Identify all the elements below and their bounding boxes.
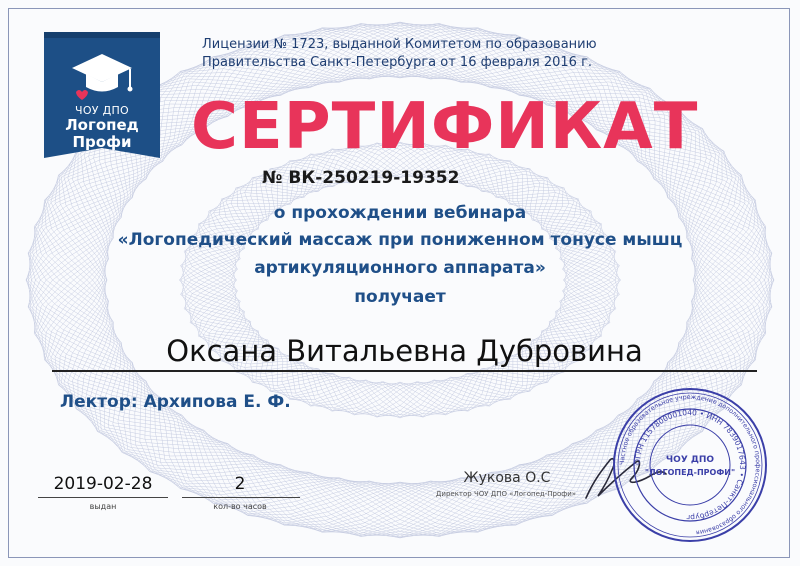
about-line-2: «Логопедический массаж при пониженном тонусе мышц [117, 230, 683, 250]
logo-line-3: Профи [72, 133, 132, 151]
svg-text:ОГРН 1157800001040 • ИНН 78390: ОГРН 1157800001040 • ИНН 7839017643 • Санкт-Петербург [632, 407, 748, 523]
license-info [202, 36, 622, 72]
about-line-1: о прохождении вебинара [273, 203, 527, 223]
signatory-name: Жукова О.С [463, 470, 551, 486]
official-stamp [610, 385, 770, 545]
logo-line-1: ЧОУ ДПО [74, 104, 130, 117]
about-line-4: получает [354, 287, 446, 307]
svg-text:"ЛОГОПЕД-ПРОФИ": "ЛОГОПЕД-ПРОФИ" [644, 468, 736, 477]
logo-line-2: Логопед [65, 116, 139, 134]
issued-caption: выдан [89, 502, 117, 511]
recipient-name: Оксана Витальевна Дубровина [52, 332, 757, 372]
hours-caption: кол-во часов [213, 502, 267, 511]
svg-text:Частное образовательное учрежд: Частное образовательное учреждение дополнительного профессионального образования [618, 393, 762, 536]
signatory-caption: Директор ЧОУ ДПО «Логопед-Профи» [435, 490, 577, 498]
license-line-2: Правительства Санкт-Петербурга от 16 февраля 2016 г. [202, 55, 593, 70]
certificate-title: СЕРТИФИКАТ [191, 90, 699, 164]
license-line-1: Лицензии № 1723, выданной Комитетом по образованию [202, 37, 597, 52]
lecturer-name: Лектор: Архипова Е. Ф. [60, 392, 291, 412]
about-line-3: артикуляционного аппарата» [254, 258, 546, 278]
svg-text:ЧОУ ДПО: ЧОУ ДПО [665, 455, 715, 465]
hours-underline [182, 497, 300, 498]
hours-value: 2 [234, 474, 246, 494]
issued-date: 2019-02-28 [53, 474, 153, 494]
issued-underline [38, 497, 168, 498]
certificate-number: № ВК-250219-19352 [262, 168, 460, 188]
